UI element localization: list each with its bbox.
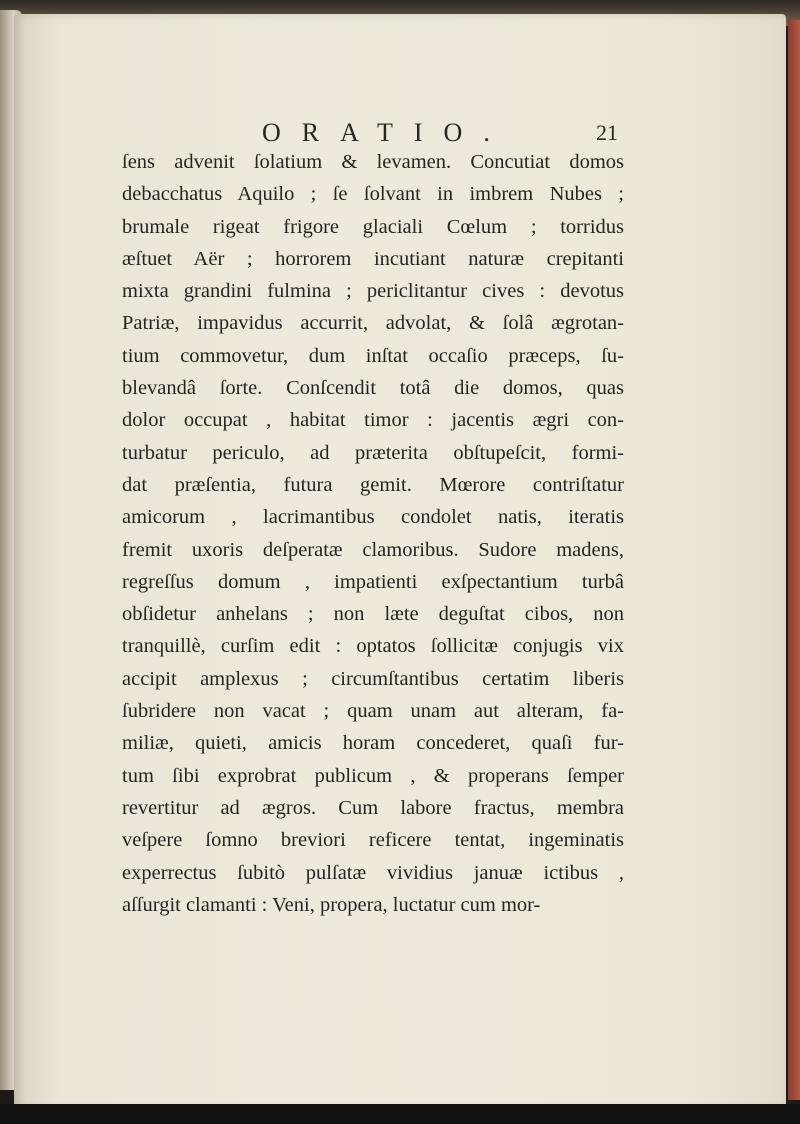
page-edge-red xyxy=(788,20,800,1100)
text-line: amicorum , lacrimantibus condolet natis, iteratis xyxy=(122,506,624,529)
text-line: fremit uxoris deſperatæ clamoribus. Sudore madens, xyxy=(122,538,624,561)
text-line: experrectus ſubitò pulſatæ vividius januæ ictibus , xyxy=(122,861,624,884)
body-text xyxy=(122,146,624,921)
text-line: brumale rigeat frigore glaciali Cœlum ; torridus xyxy=(122,215,624,238)
text-line: tum ſibi exprobrat publicum , & properans ſemper xyxy=(122,764,624,787)
running-head xyxy=(14,118,786,148)
text-line: æſtuet Aër ; horrorem incutiant naturæ crepitanti xyxy=(122,247,624,270)
text-line: tranquillè, curſim edit : optatos ſollicitæ conjugis vix xyxy=(122,635,624,658)
text-line: revertitur ad ægros. Cum labore fractus, membra xyxy=(122,796,624,819)
bottom-shadow xyxy=(0,1104,800,1124)
text-line: Patriæ, impavidus accurrit, advolat, & ſolâ ægrotan- xyxy=(122,312,624,335)
running-head-title: ORATIO. xyxy=(262,118,511,147)
book-page xyxy=(14,14,786,1109)
text-line: ſubridere non vacat ; quam unam aut alteram, fa- xyxy=(122,700,624,723)
text-line: turbatur periculo, ad præterita obſtupeſcit, formi- xyxy=(122,441,624,464)
text-line: dat præſentia, futura gemit. Mœrore contriſtatur xyxy=(122,473,624,496)
text-line: miliæ, quieti, amicis horam concederet, quaſi fur- xyxy=(122,732,624,755)
text-line: regreſſus domum , impatienti exſpectantium turbâ xyxy=(122,570,624,593)
text-line: tium commovetur, dum inſtat occaſio præceps, ſu- xyxy=(122,344,624,367)
page-number: 21 xyxy=(596,120,618,145)
text-line: ſens advenit ſolatium & levamen. Concutiat domos xyxy=(122,151,624,173)
text-line: accipit amplexus ; circumſtantibus certatim liberis xyxy=(122,667,624,690)
text-line: aſſurgit clamanti : Veni, propera, luctatur cum mor- xyxy=(122,893,541,916)
text-line: dolor occupat , habitat timor : jacentis ægri con- xyxy=(122,409,624,432)
text-line: obſidetur anhelans ; non læte deguſtat cibos, non xyxy=(122,603,624,626)
text-line: debacchatus Aquilo ; ſe ſolvant in imbrem Nubes ; xyxy=(122,183,624,206)
text-line: blevandâ ſorte. Conſcendit totâ die domos, quas xyxy=(122,377,624,400)
text-line: mixta grandini fulmina ; periclitantur cives : devotus xyxy=(122,280,624,303)
text-line: veſpere ſomno breviori reficere tentat, ingeminatis xyxy=(122,829,624,852)
